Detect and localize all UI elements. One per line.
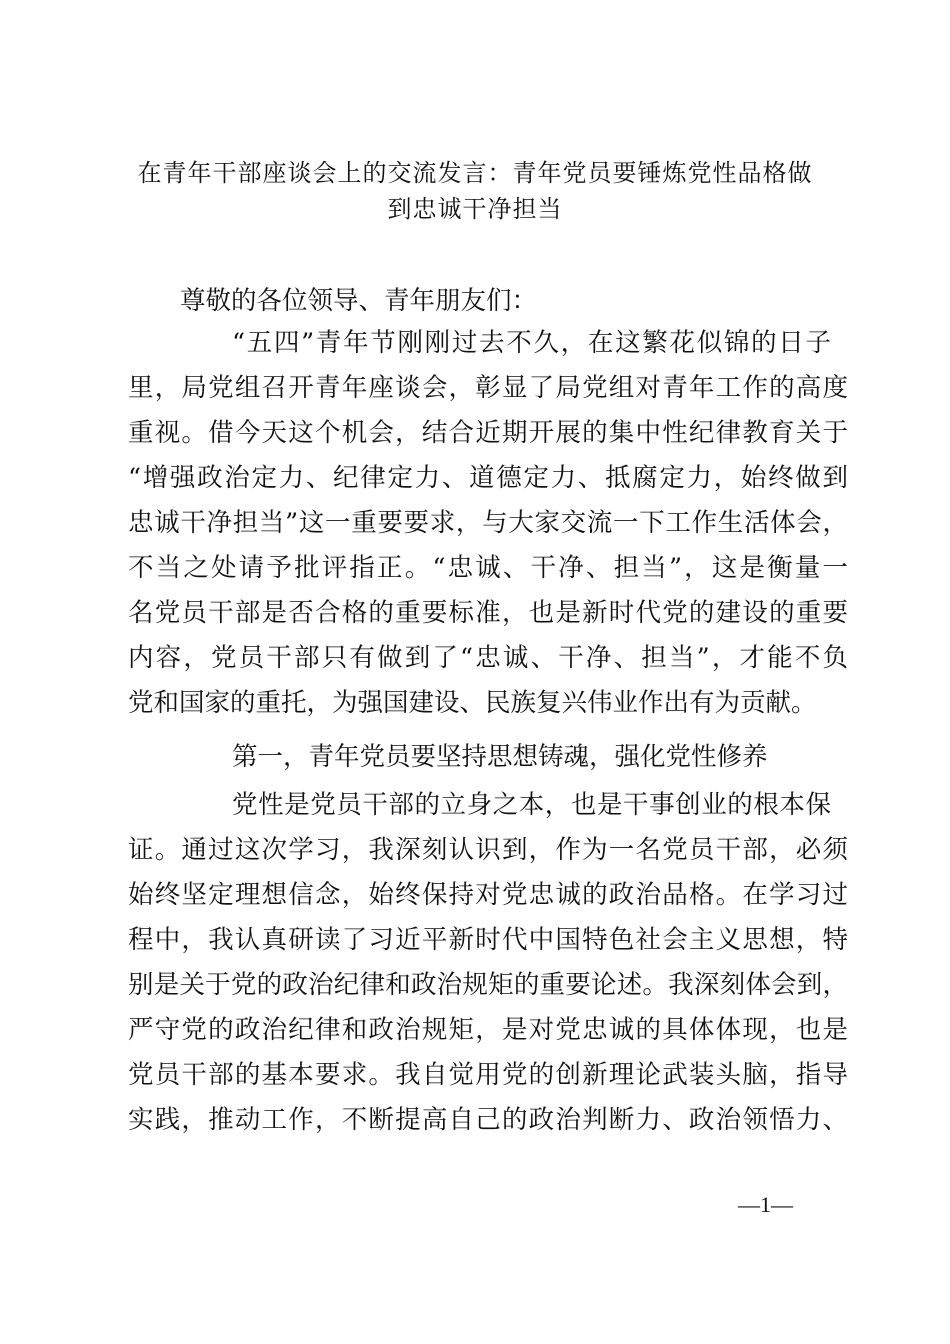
paragraph2-line-4: 程中，我认真研读了习近平新时代中国特色社会主义思想，特 <box>128 925 848 955</box>
section-heading: 第一，青年党员要坚持思想铸魂，强化党性修养 <box>232 742 768 772</box>
paragraph2-line-6: 严守党的政治纪律和政治规矩，是对党忠诚的具体体现，也是 <box>128 1015 848 1045</box>
page-number: —1— <box>738 1192 793 1217</box>
paragraph2-line-1: 党性是党员干部的立身之本，也是干事创业的根本保 <box>232 790 831 820</box>
paragraph1-line-2: 里，局党组召开青年座谈会，彰显了局党组对青年工作的高度 <box>128 373 848 403</box>
title-line-1: 在青年干部座谈会上的交流发言：青年党员要锤炼党性品格做 <box>137 159 813 187</box>
title-line-2: 到忠诚干净担当 <box>387 195 563 223</box>
paragraph2-line-5: 别是关于党的政治纪律和政治规矩的重要论述。我深刻体会到， <box>128 970 848 1000</box>
document-title <box>118 155 832 227</box>
paragraph1-line-4: “增强政治定力、纪律定力、道德定力、抵腐定力，始终做到 <box>128 463 848 493</box>
paragraph2-line-7: 党员干部的基本要求。我自觉用党的创新理论武装头脑，指导 <box>128 1060 848 1090</box>
paragraph1-line-7: 名党员干部是否合格的重要标准，也是新时代党的建设的重要 <box>128 598 848 628</box>
paragraph1-line-6: 不当之处请予批评指正。“忠诚、干净、担当”，这是衡量一 <box>128 553 848 583</box>
paragraph1-line-9: 党和国家的重托，为强国建设、民族复兴伟业作出有为贡献。 <box>128 688 817 718</box>
paragraph1-line-5: 忠诚干净担当”这一重要要求，与大家交流一下工作生活体会， <box>128 508 848 538</box>
paragraph2-line-2: 证。通过这次学习，我深刻认识到，作为一名党员干部，必须 <box>128 835 848 865</box>
paragraph2-line-8: 实践，推动工作，不断提高自己的政治判断力、政治领悟力、 <box>128 1105 848 1135</box>
paragraph2-line-3: 始终坚定理想信念，始终保持对党忠诚的政治品格。在学习过 <box>128 880 848 910</box>
paragraph1-line-1: “五四”青年节刚刚过去不久，在这繁花似锦的日子 <box>232 328 831 358</box>
paragraph1-line-3: 重视。借今天这个机会，结合近期开展的集中性纪律教育关于 <box>128 418 848 448</box>
greeting: 尊敬的各位领导、青年朋友们： <box>180 286 538 316</box>
paragraph1-line-8: 内容，党员干部只有做到了“忠诚、干净、担当”，才能不负 <box>128 643 848 673</box>
